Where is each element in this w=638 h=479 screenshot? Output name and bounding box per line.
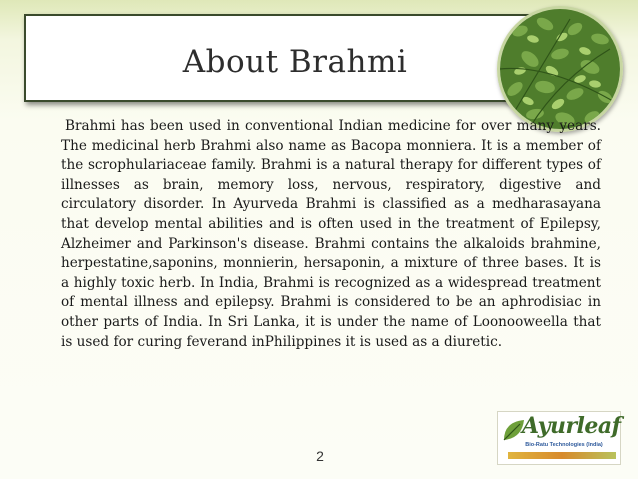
page-number: 2 xyxy=(316,448,324,464)
slide-title: About Brahmi xyxy=(182,44,408,80)
ayurleaf-logo xyxy=(497,411,621,465)
logo-stripe xyxy=(508,452,616,459)
logo-tagline: Bio-Ratu Technologies (India) xyxy=(525,442,603,448)
brahmi-herb-photo xyxy=(497,6,623,132)
logo-name: Ayurleaf xyxy=(522,413,621,439)
herb-photo-graphic xyxy=(500,9,620,129)
title-box xyxy=(24,14,562,102)
slide-body-text: Brahmi has been used in conventional Indian medicine for over many years. The medicinal herb Brahmi also name as Bacopa monniera. It is a member of the scrophulariaceae family. Brahmi is a natural therapy for different types of illnesses as brain, memory loss, nervous, respiratory, digestive and circulatory disorder. In Ayurveda Brahmi is classified as a medharasayana that develop mental abilities and is often used in the treatment of Epilepsy, Alzheimer and Parkinson's disease. Brahmi contains the alkaloids brahmine, herpestatine,saponins, monnierin, hersaponin, a mixture of three bases. It is a highly toxic herb. In India, Brahmi is recognized as a widespread treatment of mental illness and epilepsy. Brahmi is considered to be an aphrodisiac in other parts of India. In Sri Lanka, it is under the name of Loonooweella that is used for curing feverand inPhilippines it is used as a diuretic. xyxy=(61,118,601,350)
